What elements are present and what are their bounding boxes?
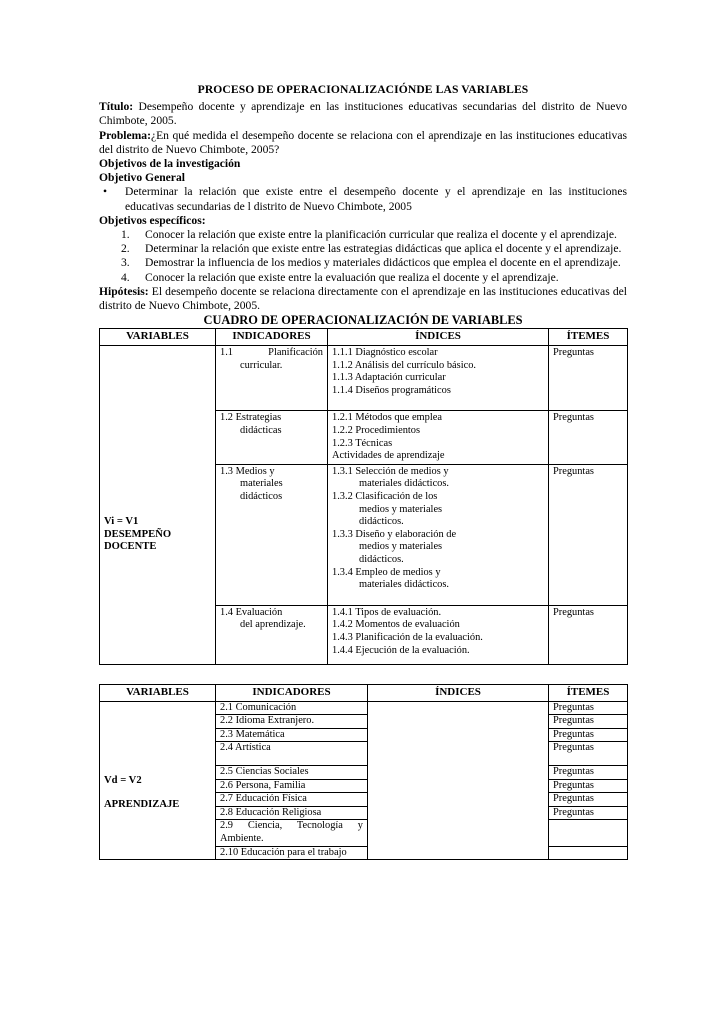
indicador-cell: 2.2 Idioma Extranjero. <box>216 715 368 729</box>
header-itemes: ÍTEMES <box>549 685 628 702</box>
titulo-text: Desempeño docente y aprendizaje en las instituciones educativas secundarias del distrito de Nuevo Chimbote, 2005. <box>99 100 627 128</box>
table-header-row <box>100 329 628 346</box>
hipotesis-text: El desempeño docente se relaciona directamente con el aprendizaje en las instituciones educativas del distrito de Nuevo Chimbote, 2005. <box>99 284 627 313</box>
cuadro-title: CUADRO DE OPERACIONALIZACIÓN DE VARIABLES <box>203 313 523 328</box>
item-cell: Preguntas <box>549 742 628 766</box>
indices-cell: 1.3.1 Selección de medios y materiales didácticos. 1.3.2 Clasificación de los medios y materiales didácticos. 1.3.3 Diseño y elaboración de medios y materiales didácticos. 1.3.4 Empleo de medios y materiales didácticos. <box>328 464 549 605</box>
header-itemes: ÍTEMES <box>549 329 628 346</box>
item-cell: Preguntas <box>549 793 628 807</box>
header-variables: VARIABLES <box>100 685 216 702</box>
item-cell <box>549 846 628 860</box>
list-item: 1. Conocer la relación que existe entre la planificación curricular que realiza el docente y el aprendizaje. <box>121 228 617 242</box>
item-cell: Preguntas <box>549 728 628 742</box>
hipotesis-paragraph <box>99 285 627 313</box>
indices-cell: 1.2.1 Métodos que emplea 1.2.2 Procedimientos 1.2.3 Técnicas Actividades de aprendizaje <box>328 411 549 464</box>
indicador-cell: 1.3 Medios y materiales didácticos <box>216 464 328 605</box>
problema-label: Problema: <box>99 128 151 142</box>
objetivos-heading: Objetivos de la investigación <box>99 157 241 171</box>
header-indices: ÍNDICES <box>368 685 549 702</box>
header-variables: VARIABLES <box>100 329 216 346</box>
header-indicadores: INDICADORES <box>216 685 368 702</box>
titulo-paragraph <box>99 100 627 128</box>
objetivos-especificos-heading: Objetivos específicos: <box>99 213 206 227</box>
indicador-cell: 2.3 Matemática <box>216 728 368 742</box>
indicador-cell: 2.4 Artística <box>216 742 368 766</box>
titulo-label: Título: <box>99 100 134 114</box>
objetivo-general-list <box>99 185 627 213</box>
item-cell: Preguntas <box>549 411 628 464</box>
indicador-cell: 2.6 Persona, Familia <box>216 779 368 793</box>
item-cell: Preguntas <box>549 766 628 780</box>
indicador-cell: 1.2 Estrategias didácticas <box>216 411 328 464</box>
item-cell: Preguntas <box>549 715 628 729</box>
objetivos-especificos-list <box>99 228 627 285</box>
item-cell <box>549 820 628 846</box>
indicador-cell: 2.9 Ciencia, Tecnología y Ambiente. <box>216 820 368 846</box>
item-cell: Preguntas <box>549 346 628 411</box>
document-page <box>99 83 627 860</box>
list-item: 3. Demostrar la influencia de los medios y materiales didácticos que emplea el docente en el aprendizaje. <box>121 256 621 270</box>
variable-cell: Vi = V1 DESEMPEÑO DOCENTE <box>100 346 216 665</box>
item-cell: Preguntas <box>549 464 628 605</box>
variable-cell: Vd = V2 APRENDIZAJE <box>100 701 216 860</box>
list-item: 4. Conocer la relación que existe entre la evaluación que realiza el docente y el aprendizaje. <box>121 270 559 284</box>
indices-cell <box>368 701 549 860</box>
list-item: 2. Determinar la relación que existe entre las estrategias didácticas que aplica el docente y el aprendizaje. <box>121 242 622 256</box>
item-cell: Preguntas <box>549 779 628 793</box>
item-cell: Preguntas <box>549 806 628 820</box>
indicador-cell: 2.5 Ciencias Sociales <box>216 766 368 780</box>
hipotesis-label: Hipótesis: <box>99 284 149 298</box>
indices-cell: 1.4.1 Tipos de evaluación. 1.4.2 Momentos de evaluación 1.4.3 Planificación de la evaluación. 1.4.4 Ejecución de la evaluación. <box>328 605 549 664</box>
indices-cell: 1.1.1 Diagnóstico escolar 1.1.2 Análisis del currículo básico. 1.1.3 Adaptación curricular 1.1.4 Diseños programáticos <box>328 346 549 411</box>
document-title: PROCESO DE OPERACIONALIZACIÓNDE LAS VARIABLES <box>197 83 529 96</box>
table-row <box>100 346 628 411</box>
item-cell: Preguntas <box>549 605 628 664</box>
indicador-cell: 1.1 Planificación curricular. <box>216 346 328 411</box>
indicador-cell: 2.1 Comunicación <box>216 701 368 715</box>
problema-text: ¿En qué medida el desempeño docente se relaciona con el aprendizaje en las instituciones educativas del distrito de Nuevo Chimbote, 2005? <box>99 128 627 156</box>
indicador-cell: 2.7 Educación Física <box>216 793 368 807</box>
header-indicadores: INDICADORES <box>216 329 328 346</box>
operacionalizacion-table-v2 <box>99 684 628 860</box>
objetivo-general-heading: Objetivo General <box>99 171 185 185</box>
table-header-row <box>100 685 628 702</box>
table-row <box>100 701 628 715</box>
item-cell: Preguntas <box>549 701 628 715</box>
indicador-cell: 1.4 Evaluación del aprendizaje. <box>216 605 328 664</box>
indicador-cell: 2.10 Educación para el trabajo <box>216 846 368 860</box>
indicador-cell: 2.8 Educación Religiosa <box>216 806 368 820</box>
operacionalizacion-table-v1 <box>99 328 628 665</box>
objetivo-general-item: • Determinar la relación que existe entre el desempeño docente y el aprendizaje en las instituciones educativas secundarias de l distrito de Nuevo Chimbote, 2005 <box>99 185 627 213</box>
header-indices: ÍNDICES <box>328 329 549 346</box>
problema-paragraph <box>99 129 627 157</box>
